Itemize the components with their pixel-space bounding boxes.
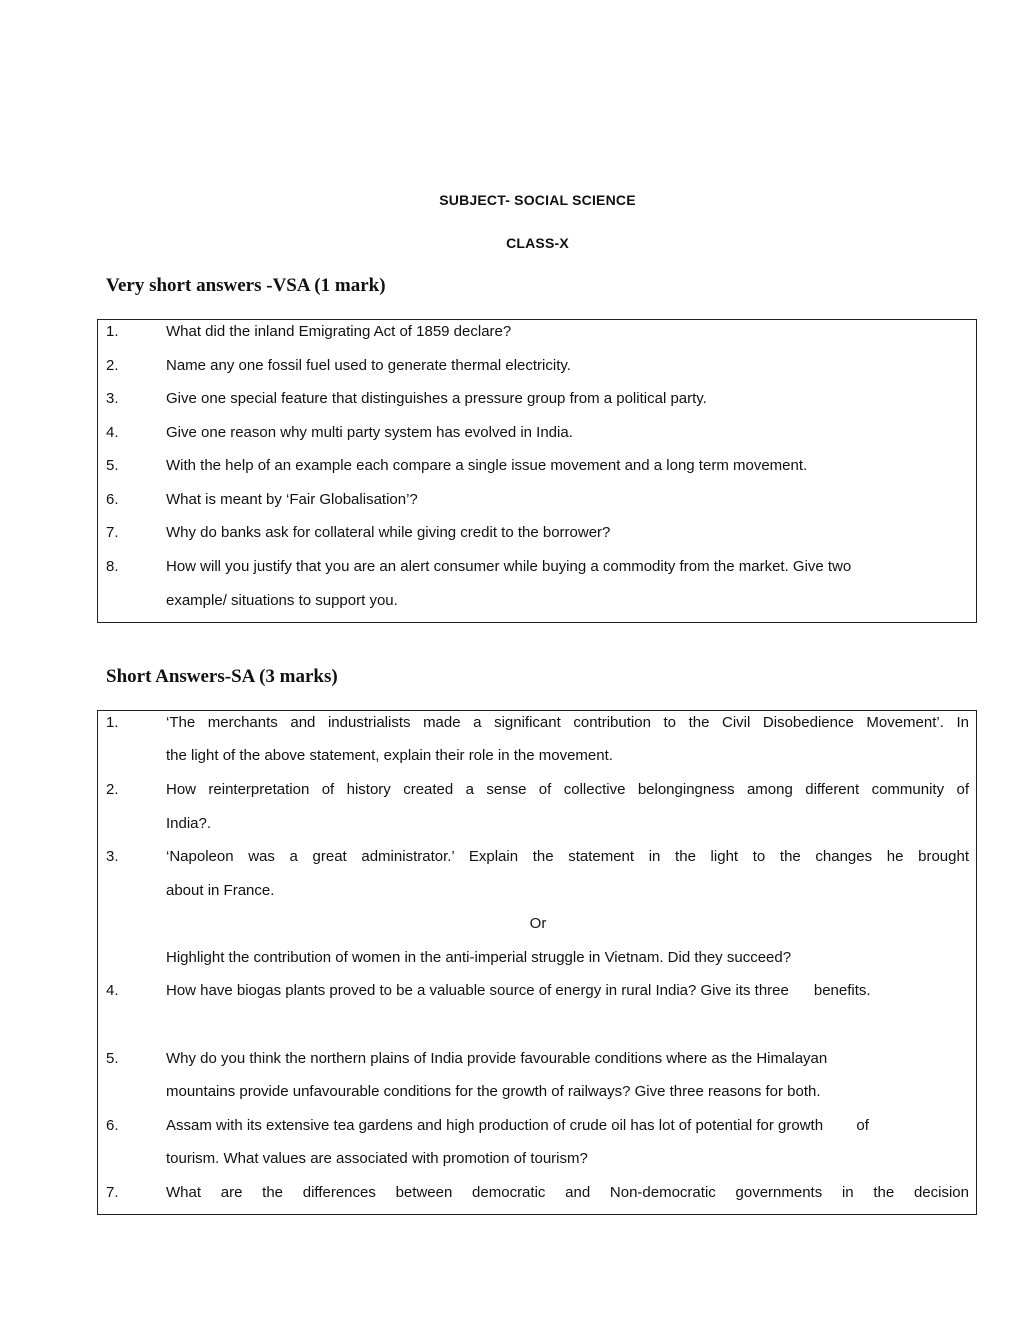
question-number: 7. [106,1184,119,1201]
question-text: Assam with its extensive tea gardens and high production of crude oil has lot of potential for growth of [166,1117,869,1134]
question-number: 7. [106,524,119,541]
question-number: 3. [106,848,119,865]
question-text: ‘Napoleon was a great administrator.’ Explain the statement in the light to the changes he brought [166,848,969,865]
question-text: ‘The merchants and industrialists made a significant contribution to the Civil Disobedience Movement’. In [166,714,969,731]
alternative-question-text: Highlight the contribution of women in the anti-imperial struggle in Vietnam. Did they succeed? [166,949,792,966]
question-text: What did the inland Emigrating Act of 1859 declare? [166,323,512,340]
question-number: 1. [106,714,119,731]
question-text-continued: example/ situations to support you. [166,592,398,609]
question-text: Why do you think the northern plains of India provide favourable conditions where as the Himalayan [166,1050,828,1067]
question-number: 2. [106,357,119,374]
or-separator: Or [529,915,547,932]
question-text: How will you justify that you are an alert consumer while buying a commodity from the market. Give two [166,558,852,575]
vsa-question-box [97,319,977,623]
question-number: 5. [106,1050,119,1067]
question-text-continued: the light of the above statement, explain their role in the movement. [166,747,613,764]
question-text-continued: about in France. [166,882,275,899]
question-text: What is meant by ‘Fair Globalisation’? [166,491,418,508]
question-text: How reinterpretation of history created a sense of collective belongingness among different community of [166,781,969,798]
question-text: Name any one fossil fuel used to generate thermal electricity. [166,357,571,374]
question-text: What are the differences between democratic and Non-democratic governments in the decision [166,1184,969,1201]
question-text: Give one special feature that distinguishes a pressure group from a political party. [166,390,707,407]
question-number: 4. [106,982,119,999]
question-number: 3. [106,390,119,407]
question-number: 8. [106,558,119,575]
sa-question-box [97,710,977,1215]
question-number: 4. [106,424,119,441]
question-text: Give one reason why multi party system has evolved in India. [166,424,573,441]
question-number: 1. [106,323,119,340]
question-number: 2. [106,781,119,798]
sa-heading: Short Answers-SA (3 marks) [106,666,338,687]
question-text: Why do banks ask for collateral while giving credit to the borrower? [166,524,611,541]
question-text-continued: tourism. What values are associated with promotion of tourism? [166,1150,588,1167]
question-number: 6. [106,1117,119,1134]
question-text: How have biogas plants proved to be a valuable source of energy in rural India? Give its three benefits. [166,982,871,999]
question-text: With the help of an example each compare a single issue movement and a long term movement. [166,457,808,474]
question-number: 5. [106,457,119,474]
question-text-continued: India?. [166,815,212,832]
vsa-heading: Very short answers -VSA (1 mark) [106,275,386,296]
question-number: 6. [106,491,119,508]
subject-title: SUBJECT- SOCIAL SCIENCE [439,192,636,208]
class-label: CLASS-X [506,235,569,251]
question-text-continued: mountains provide unfavourable conditions for the growth of railways? Give three reasons for both. [166,1083,821,1100]
